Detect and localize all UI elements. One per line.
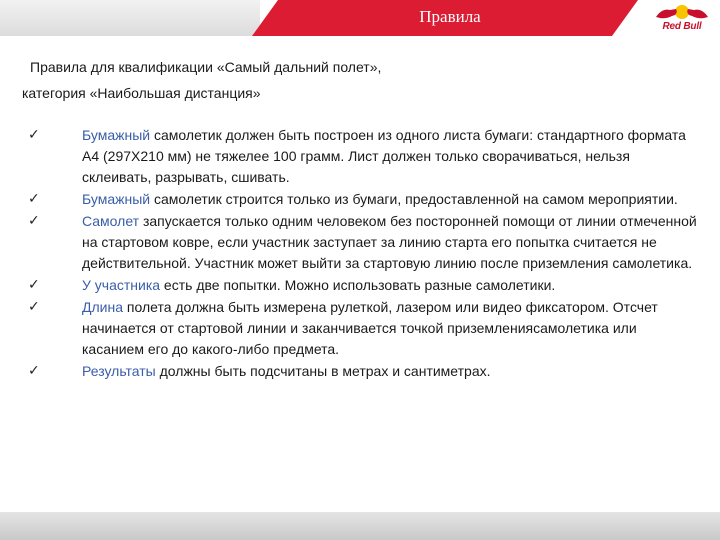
rule-item — [28, 125, 700, 188]
rule-body: должны быть подсчитаны в метрах и сантиметрах. — [155, 363, 491, 379]
header-bar — [0, 0, 720, 36]
rule-item — [28, 211, 700, 274]
page-title: Правила — [419, 7, 481, 26]
slide-subtitle — [22, 54, 690, 106]
rule-item — [28, 275, 700, 296]
header-grey-strip — [0, 0, 260, 36]
checkmark-icon: ✓ — [28, 127, 40, 143]
checkmark-icon: ✓ — [28, 213, 40, 229]
checkmark-icon: ✓ — [28, 299, 40, 315]
checkmark-icon: ✓ — [28, 191, 40, 207]
checkmark-icon: ✓ — [28, 277, 40, 293]
rule-keyword: Бумажный — [82, 191, 151, 207]
red-bull-logo — [650, 2, 714, 34]
rule-item — [28, 361, 700, 382]
rule-text — [82, 189, 700, 210]
rule-item — [28, 189, 700, 210]
rule-body: самолетик должен быть построен из одного листа бумаги: стандартного формата А4 (297Х210 мм) не тяжелее 100 грамм. Лист должен только сворачиваться, нельзя склеивать, разрывать, сшивать. — [82, 127, 686, 185]
rule-keyword: Результаты — [82, 363, 156, 379]
rule-item — [28, 297, 700, 360]
rule-keyword: У участника — [82, 277, 161, 293]
rule-text — [82, 275, 700, 296]
rule-body: есть две попытки. Можно использовать разные самолетики. — [160, 277, 556, 293]
rule-body: запускается только одним человеком без посторонней помощи от линии отмеченной на стартовом ковре, если участник заступает за линию старта его попытка считается не действительной. Участник может выйти за стартовую линию после приземления самолетика. — [82, 213, 697, 271]
rule-text — [82, 211, 700, 274]
rule-keyword: Бумажный — [82, 127, 151, 143]
checkmark-icon: ✓ — [28, 363, 40, 379]
rule-text — [82, 361, 700, 382]
rule-body: полета должна быть измерена рулеткой, лазером или видео фиксатором. Отсчет начинается от стартовой линии и заканчивается точкой приземлениясамолетика или касанием его до какого-либо предмета. — [82, 299, 658, 357]
footer-bar — [0, 512, 720, 540]
rule-text — [82, 125, 700, 188]
subtitle-line-1: Правила для квалификации «Самый дальний полет», — [30, 59, 382, 75]
subtitle-line-2: категория «Наибольшая дистанция» — [22, 85, 261, 101]
rule-body: самолетик строится только из бумаги, предоставленной на самом мероприятии. — [150, 191, 678, 207]
rule-keyword: Длина — [82, 299, 123, 315]
rules-list — [28, 125, 700, 383]
logo-text: Red Bull — [662, 21, 702, 32]
rule-text — [82, 297, 700, 360]
rule-keyword: Самолет — [82, 213, 140, 229]
